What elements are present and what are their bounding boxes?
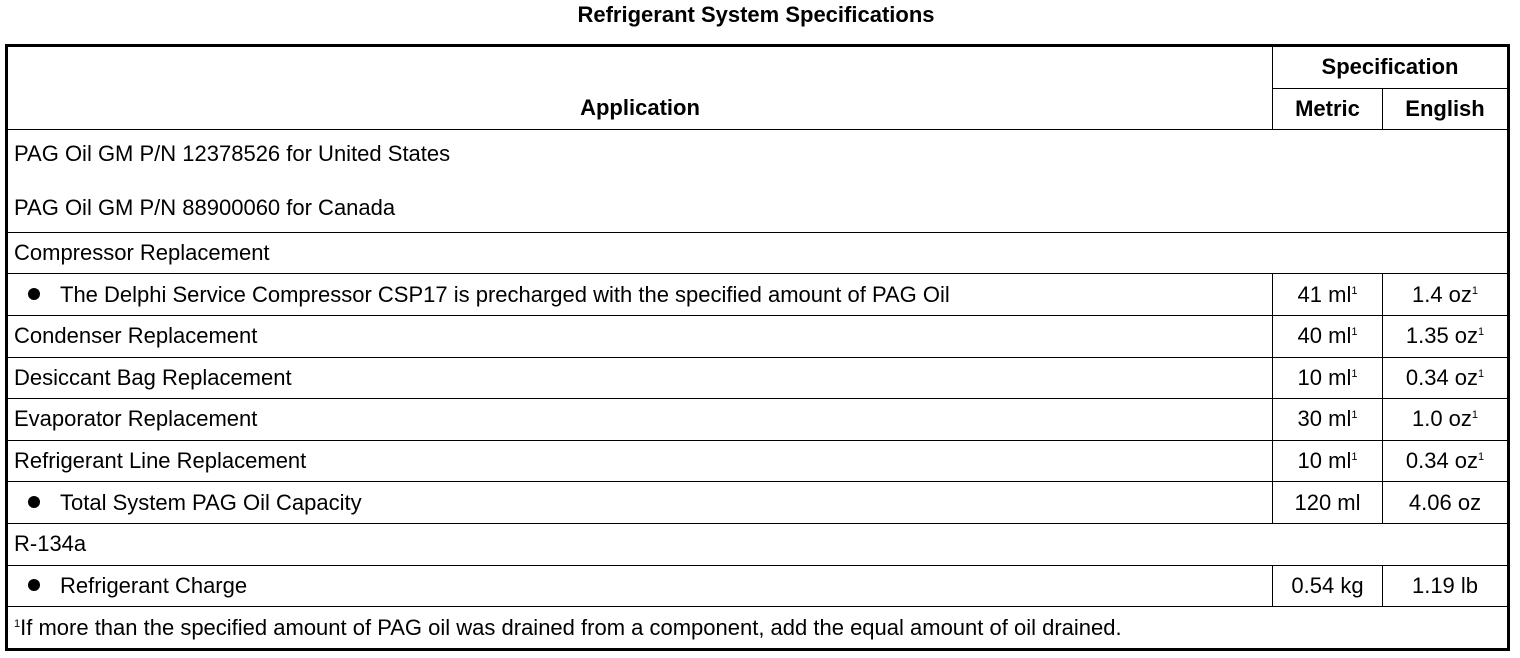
row-label: Evaporator Replacement [7, 399, 1273, 441]
footnote-marker: 1 [1478, 451, 1485, 464]
table-row [7, 232, 1509, 274]
bullet-icon [28, 288, 40, 300]
table-row [7, 482, 1509, 524]
row-label: Desiccant Bag Replacement [7, 357, 1273, 399]
english-value-cell [1383, 440, 1509, 482]
footnote-marker: 1 [1351, 367, 1358, 380]
table-row [7, 524, 1509, 566]
header-english: English [1383, 88, 1509, 130]
table-row [7, 274, 1509, 316]
bullet-icon [28, 496, 40, 508]
english-value: 1.19 lb [1383, 565, 1509, 607]
footnote-marker: 1 [1478, 367, 1485, 380]
english-value: 4.06 oz [1383, 482, 1509, 524]
english-value: 0.34 oz [1405, 448, 1479, 474]
header-specification: Specification [1273, 46, 1509, 89]
row-label: Total System PAG Oil Capacity [60, 489, 362, 515]
footnote-text: If more than the specified amount of PAG oil was drained from a component, add the equal amount of oil drained. [20, 614, 1122, 640]
metric-value: 0.54 kg [1273, 565, 1383, 607]
metric-value: 30 ml [1297, 406, 1352, 432]
row-label: Compressor Replacement [7, 232, 1509, 274]
metric-value-cell [1273, 315, 1383, 357]
footnote-marker: 1 [1351, 409, 1358, 422]
metric-value-cell [1273, 357, 1383, 399]
table-row [7, 399, 1509, 441]
english-value-cell [1383, 399, 1509, 441]
page-title: Refrigerant System Specifications [577, 2, 935, 27]
bullet-icon [28, 579, 40, 591]
header-application: Application [7, 46, 1273, 130]
footnote-marker: 1 [14, 617, 21, 630]
metric-value-cell [1273, 399, 1383, 441]
footnote-marker: 1 [1351, 284, 1358, 297]
metric-value-cell [1273, 274, 1383, 316]
header-metric: Metric [1273, 88, 1383, 130]
english-value-cell [1383, 274, 1509, 316]
row-label-cell [7, 482, 1273, 524]
metric-value: 40 ml [1297, 323, 1352, 349]
footnote-marker: 1 [1351, 451, 1358, 464]
row-label: Refrigerant Charge [60, 572, 248, 598]
table-row [7, 357, 1509, 399]
footnote-cell [7, 607, 1509, 650]
footnote-marker: 1 [1471, 409, 1479, 422]
metric-value: 120 ml [1273, 482, 1383, 524]
metric-value: 10 ml [1297, 364, 1352, 390]
metric-value-cell [1273, 440, 1383, 482]
table-row [7, 565, 1509, 607]
footnote-marker: 1 [1478, 326, 1485, 339]
pag-oil-row [7, 130, 1509, 233]
pag-oil-cell [7, 130, 1509, 233]
pag-oil-us: PAG Oil GM P/N 12378526 for United States [14, 140, 451, 166]
row-label-cell [7, 565, 1273, 607]
english-value: 1.4 oz [1411, 281, 1472, 307]
english-value-cell [1383, 315, 1509, 357]
english-value: 0.34 oz [1405, 364, 1479, 390]
row-label: The Delphi Service Compressor CSP17 is precharged with the specified amount of PAG Oil [60, 281, 950, 307]
footnote-marker: 1 [1351, 326, 1358, 339]
metric-value: 10 ml [1297, 448, 1352, 474]
table-row [7, 315, 1509, 357]
pag-oil-canada: PAG Oil GM P/N 88900060 for Canada [14, 194, 396, 220]
row-label-cell [7, 274, 1273, 316]
row-label: Condenser Replacement [7, 315, 1273, 357]
metric-value: 41 ml [1297, 281, 1352, 307]
footnote-row [7, 607, 1509, 650]
row-label: Refrigerant Line Replacement [7, 440, 1273, 482]
english-value: 1.0 oz [1411, 406, 1472, 432]
table-row [7, 440, 1509, 482]
spec-table [5, 44, 1510, 651]
header-row [7, 46, 1509, 89]
row-label: R-134a [7, 524, 1509, 566]
english-value: 1.35 oz [1405, 323, 1479, 349]
english-value-cell [1383, 357, 1509, 399]
footnote-marker: 1 [1471, 284, 1479, 297]
